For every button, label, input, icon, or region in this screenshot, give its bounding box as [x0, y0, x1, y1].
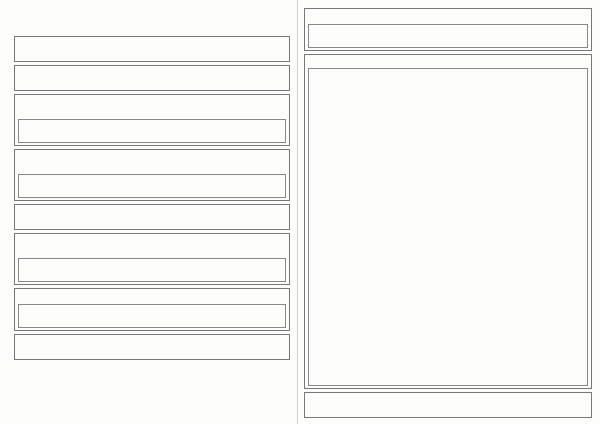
option-list [18, 79, 286, 88]
comment-box[interactable] [18, 119, 286, 143]
right-column [304, 8, 592, 418]
comment-label [22, 122, 282, 130]
option-list [18, 163, 286, 172]
question-text [308, 395, 588, 404]
question-text [308, 11, 588, 20]
question-text [18, 68, 286, 77]
question [14, 94, 290, 146]
form-intro [14, 24, 290, 33]
comment-box[interactable] [18, 304, 286, 328]
question [304, 8, 592, 51]
question [304, 392, 592, 418]
question [304, 54, 592, 389]
option-list [308, 406, 588, 415]
question [14, 36, 290, 62]
question-text [18, 152, 286, 161]
option-list [18, 108, 286, 117]
question-text [18, 207, 286, 216]
question-text [18, 337, 286, 346]
question [14, 65, 290, 91]
comment-label [22, 177, 282, 185]
option-list [18, 218, 286, 227]
question [14, 233, 290, 285]
question [14, 334, 290, 360]
comment-label [312, 27, 584, 35]
option-list [18, 247, 286, 256]
question [14, 288, 290, 331]
question [14, 149, 290, 201]
question-text [308, 57, 588, 66]
comment-box[interactable] [308, 24, 588, 48]
question-text [18, 39, 286, 48]
option-list [18, 348, 286, 357]
question-text [18, 291, 286, 300]
comment-label [22, 261, 282, 269]
form-title [14, 8, 290, 21]
comment-box[interactable] [18, 174, 286, 198]
left-column [14, 8, 290, 418]
comment-box[interactable] [308, 68, 588, 386]
question [14, 204, 290, 230]
option-list [18, 50, 286, 59]
comment-label [22, 307, 282, 315]
fold-line [297, 0, 298, 424]
comment-box[interactable] [18, 258, 286, 282]
question-text [18, 97, 286, 106]
comment-label [312, 71, 584, 79]
question-text [18, 236, 286, 245]
